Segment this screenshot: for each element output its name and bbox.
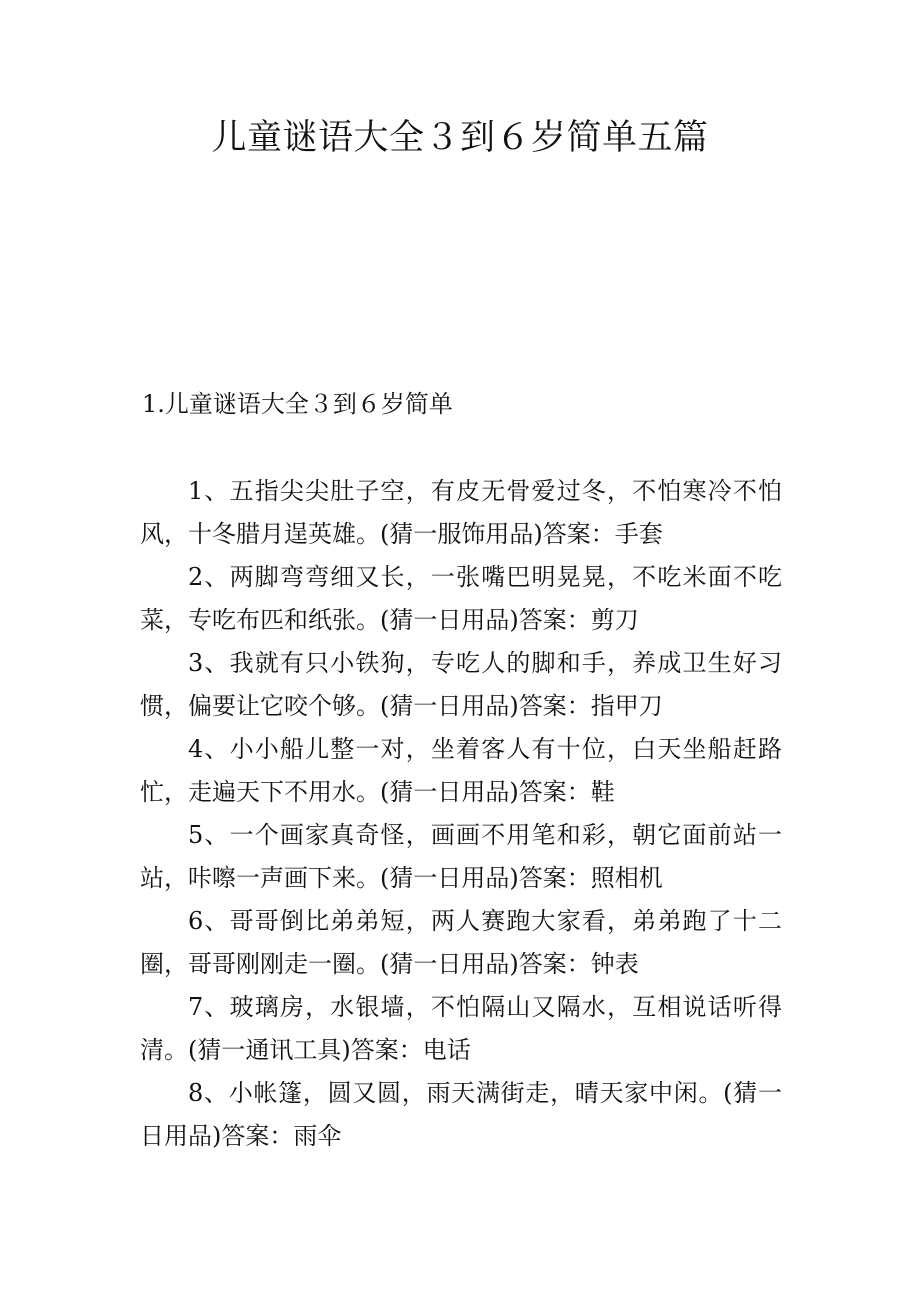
riddle-list — [140, 470, 782, 1158]
document-title: 儿童谜语大全３到６岁简单五篇 — [211, 118, 709, 158]
riddle-item: 4、小小船儿整一对，坐着客人有十位，白天坐船赶路忙，走遍天下不用水。(猜一日用品)答案：鞋 — [140, 735, 782, 806]
riddle-item: 1、五指尖尖肚子空，有皮无骨爱过冬，不怕寒冷不怕风，十冬腊月逞英雄。(猜一服饰用品)答案：手套 — [140, 477, 782, 548]
riddle-item: 5、一个画家真奇怪，画画不用笔和彩，朝它面前站一站，咔嚓一声画下来。(猜一日用品)答案：照相机 — [140, 821, 782, 892]
riddle-item: 8、小帐篷，圆又圆，雨天满街走，晴天家中闲。(猜一日用品)答案：雨伞 — [140, 1079, 782, 1150]
riddle-item: 3、我就有只小铁狗，专吃人的脚和手，养成卫生好习惯，偏要让它咬个够。(猜一日用品)答案：指甲刀 — [140, 649, 782, 720]
section-heading: 1.儿童谜语大全３到６岁简单 — [142, 390, 453, 418]
riddle-item: 2、两脚弯弯细又长，一张嘴巴明晃晃，不吃米面不吃菜，专吃布匹和纸张。(猜一日用品)答案：剪刀 — [140, 563, 782, 634]
riddle-item: 6、哥哥倒比弟弟短，两人赛跑大家看，弟弟跑了十二圈，哥哥刚刚走一圈。(猜一日用品)答案：钟表 — [140, 907, 782, 978]
riddle-item: 7、玻璃房，水银墙，不怕隔山又隔水，互相说话听得清。(猜一通讯工具)答案：电话 — [140, 993, 782, 1064]
